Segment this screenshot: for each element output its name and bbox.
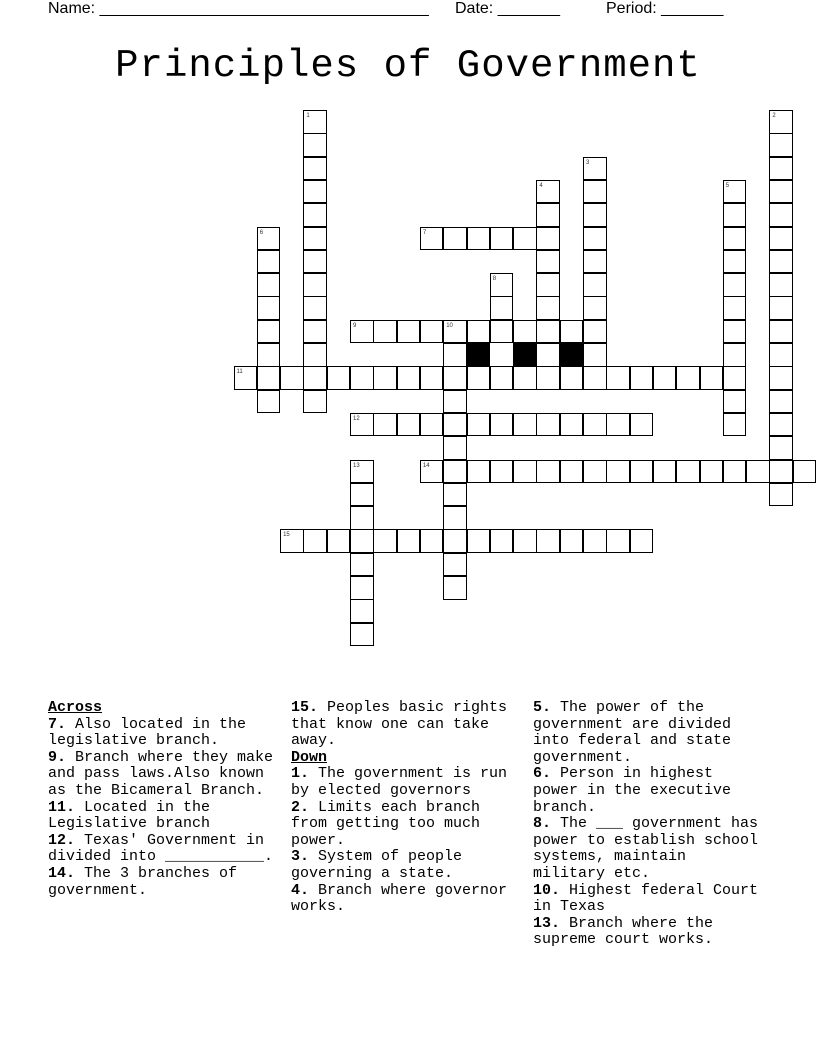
grid-cell[interactable]	[513, 460, 537, 484]
grid-cell[interactable]	[420, 320, 444, 344]
grid-cell[interactable]	[513, 320, 537, 344]
grid-cell[interactable]	[536, 413, 560, 437]
grid-cell[interactable]	[723, 250, 747, 274]
grid-cell[interactable]	[723, 413, 747, 437]
grid-cell[interactable]	[443, 366, 467, 390]
grid-cell[interactable]	[467, 366, 491, 390]
grid-cell[interactable]	[443, 553, 467, 577]
clue-column-3	[533, 700, 765, 955]
clue-number-10: 10	[446, 322, 453, 329]
grid-cell[interactable]	[443, 343, 467, 367]
grid-cell[interactable]	[257, 343, 281, 367]
grid-cell[interactable]	[560, 413, 584, 437]
grid-cell[interactable]	[234, 366, 258, 390]
clue-number-13: 13	[353, 462, 360, 469]
grid-cell[interactable]	[536, 250, 560, 274]
grid-cell[interactable]	[303, 296, 327, 320]
grid-cell[interactable]	[723, 343, 747, 367]
grid-cell[interactable]	[257, 320, 281, 344]
grid-cell[interactable]	[769, 413, 793, 437]
clue-number-14: 14	[422, 462, 430, 469]
grid-cell[interactable]	[769, 110, 793, 134]
grid-cell[interactable]	[746, 460, 770, 484]
grid-cell[interactable]	[560, 529, 584, 553]
clue-down-5: 5. The power of the government are divided into federal and state government.	[533, 700, 732, 766]
grid-cell[interactable]	[443, 413, 467, 437]
grid-cell[interactable]	[583, 296, 607, 320]
grid-cell[interactable]	[490, 227, 514, 251]
grid-cell[interactable]	[350, 366, 374, 390]
grid-cell[interactable]	[560, 366, 584, 390]
clue-number-12: 12	[353, 415, 360, 422]
grid-cell[interactable]	[467, 413, 491, 437]
grid-cell[interactable]	[303, 157, 327, 181]
grid-cell[interactable]	[257, 296, 281, 320]
grid-cell[interactable]	[303, 320, 327, 344]
grid-cell[interactable]	[536, 366, 560, 390]
grid-cell[interactable]	[723, 296, 747, 320]
grid-cell[interactable]	[583, 366, 607, 390]
black-cell	[513, 343, 537, 367]
grid-cell[interactable]	[350, 483, 374, 507]
grid-cell[interactable]	[303, 227, 327, 251]
grid-cell[interactable]	[769, 203, 793, 227]
grid-cell[interactable]	[583, 227, 607, 251]
grid-cell[interactable]	[280, 529, 304, 553]
grid-cell[interactable]	[350, 623, 374, 647]
clue-column-1	[48, 700, 280, 955]
grid-cell[interactable]	[723, 320, 747, 344]
grid-cell[interactable]	[327, 366, 351, 390]
grid-cell[interactable]	[723, 460, 747, 484]
grid-cell[interactable]	[280, 366, 304, 390]
grid-cell[interactable]	[257, 366, 281, 390]
grid-cell[interactable]	[490, 320, 514, 344]
grid-cell[interactable]	[723, 227, 747, 251]
grid-cell[interactable]	[257, 390, 281, 414]
grid-cell[interactable]	[467, 320, 491, 344]
grid-cell[interactable]	[653, 366, 677, 390]
grid-cell[interactable]	[723, 390, 747, 414]
grid-cell[interactable]	[350, 506, 374, 530]
grid-cell[interactable]	[490, 413, 514, 437]
grid-cell[interactable]	[606, 366, 630, 390]
across-heading: Across	[48, 700, 103, 716]
grid-cell[interactable]	[769, 436, 793, 460]
grid-cell[interactable]	[769, 227, 793, 251]
grid-cell[interactable]	[630, 413, 654, 437]
grid-cell[interactable]	[443, 436, 467, 460]
grid-cell[interactable]	[397, 320, 421, 344]
grid-cell[interactable]	[303, 390, 327, 414]
grid-cell[interactable]	[303, 203, 327, 227]
grid-cell[interactable]	[583, 250, 607, 274]
clue-number-11: 11	[236, 369, 243, 376]
grid-cell[interactable]	[606, 460, 630, 484]
grid-cell[interactable]	[350, 460, 374, 484]
grid-cell[interactable]	[420, 227, 444, 251]
clue-down-4: 4. Branch where governor works.	[291, 881, 508, 916]
grid-cell[interactable]	[536, 343, 560, 367]
grid-cell[interactable]	[257, 227, 281, 251]
grid-cell[interactable]	[583, 203, 607, 227]
grid-cell[interactable]	[513, 413, 537, 437]
clue-across-11: 11. Located in the Legislative branch	[48, 798, 211, 833]
grid-cell[interactable]	[536, 296, 560, 320]
grid-cell[interactable]	[490, 529, 514, 553]
grid-cell[interactable]	[420, 366, 444, 390]
grid-cell[interactable]	[769, 296, 793, 320]
grid-cell[interactable]	[769, 180, 793, 204]
grid-cell[interactable]	[769, 157, 793, 181]
grid-cell[interactable]	[443, 576, 467, 600]
clue-number-15: 15	[283, 532, 290, 539]
clue-down-13: 13. Branch where the supreme court works.	[533, 914, 714, 949]
clue-down-1: 1. The government is run by elected governors	[291, 765, 508, 799]
grid-cell[interactable]	[443, 460, 467, 484]
grid-cell[interactable]	[350, 576, 374, 600]
grid-cell[interactable]	[630, 460, 654, 484]
grid-cell[interactable]	[327, 529, 351, 553]
grid-cell[interactable]	[397, 413, 421, 437]
grid-cell[interactable]	[653, 460, 677, 484]
clue-across-12: 12. Texas' Government in divided into ___________.	[48, 831, 274, 866]
grid-cell[interactable]	[583, 320, 607, 344]
grid-cell[interactable]	[513, 366, 537, 390]
clue-across-7: 7. Also located in the legislative branch.	[48, 715, 247, 750]
name-field[interactable]: Name: _____________________________________	[48, 0, 429, 17]
grid-cell[interactable]	[676, 366, 700, 390]
grid-cell[interactable]	[350, 553, 374, 577]
clue-number-1: 1	[306, 113, 310, 119]
grid-cell[interactable]	[420, 413, 444, 437]
grid-cell[interactable]	[303, 273, 327, 297]
page-title: Principles of Government	[115, 44, 701, 88]
grid-cell[interactable]	[443, 227, 467, 251]
grid-cell[interactable]	[536, 273, 560, 297]
clue-number-7: 7	[422, 229, 427, 236]
grid-cell[interactable]	[536, 227, 560, 251]
grid-cell[interactable]	[536, 529, 560, 553]
grid-cell[interactable]	[583, 157, 607, 181]
grid-cell[interactable]	[769, 250, 793, 274]
grid-cell[interactable]	[443, 483, 467, 507]
grid-cell[interactable]	[443, 390, 467, 414]
grid-cell[interactable]	[350, 320, 374, 344]
grid-cell[interactable]	[373, 529, 397, 553]
clue-number-5: 5	[725, 182, 730, 189]
grid-cell[interactable]	[769, 133, 793, 157]
grid-cell[interactable]	[536, 320, 560, 344]
grid-cell[interactable]	[536, 180, 560, 204]
clue-down-2: 2. Limits each branch from getting too much power.	[291, 798, 481, 849]
clue-down-10: 10. Highest federal Court in Texas	[533, 881, 759, 916]
grid-cell[interactable]	[583, 180, 607, 204]
clue-down-6: 6. Person in highest power in the executive branch.	[533, 765, 732, 816]
grid-cell[interactable]	[490, 460, 514, 484]
grid-cell[interactable]	[490, 296, 514, 320]
clue-column-2	[291, 700, 523, 955]
grid-cell[interactable]	[769, 483, 793, 507]
grid-cell[interactable]	[303, 110, 327, 134]
grid-cell[interactable]	[397, 366, 421, 390]
grid-cell[interactable]	[467, 227, 491, 251]
grid-cell[interactable]	[303, 529, 327, 553]
grid-cell[interactable]	[420, 529, 444, 553]
grid-cell[interactable]	[583, 413, 607, 437]
grid-cell[interactable]	[676, 460, 700, 484]
grid-cell[interactable]	[769, 343, 793, 367]
grid-cell[interactable]	[700, 460, 724, 484]
grid-cell[interactable]	[350, 413, 374, 437]
grid-cell[interactable]	[303, 180, 327, 204]
grid-cell[interactable]	[257, 250, 281, 274]
grid-cell[interactable]	[769, 460, 793, 484]
grid-cell[interactable]	[583, 273, 607, 297]
grid-cell[interactable]	[723, 366, 747, 390]
grid-cell[interactable]	[373, 366, 397, 390]
grid-cell[interactable]	[373, 413, 397, 437]
grid-cell[interactable]	[560, 320, 584, 344]
grid-cell[interactable]	[769, 366, 793, 390]
grid-cell[interactable]	[769, 273, 793, 297]
grid-cell[interactable]	[769, 390, 793, 414]
grid-cell[interactable]	[536, 460, 560, 484]
clue-across-15: 15. Peoples basic rights that know one can take away.	[291, 700, 508, 750]
grid-cell[interactable]	[443, 506, 467, 530]
grid-cell[interactable]	[723, 203, 747, 227]
grid-cell[interactable]	[350, 599, 374, 623]
grid-cell[interactable]	[443, 529, 467, 553]
grid-cell[interactable]	[303, 250, 327, 274]
clue-number-2: 2	[772, 113, 776, 119]
grid-cell[interactable]	[513, 529, 537, 553]
grid-cell[interactable]	[350, 529, 374, 553]
period-field[interactable]: Period: _______	[606, 0, 724, 17]
grid-cell[interactable]	[303, 133, 327, 157]
grid-cell[interactable]	[583, 343, 607, 367]
grid-cell[interactable]	[467, 460, 491, 484]
clue-number-3: 3	[586, 159, 590, 166]
clue-number-8: 8	[492, 276, 497, 283]
clue-list	[0, 700, 816, 960]
grid-cell[interactable]	[723, 180, 747, 204]
grid-cell[interactable]	[536, 203, 560, 227]
grid-cell[interactable]	[467, 529, 491, 553]
grid-cell[interactable]	[630, 529, 654, 553]
grid-cell[interactable]	[513, 227, 537, 251]
clue-number-9: 9	[353, 322, 357, 329]
grid-cell[interactable]	[723, 273, 747, 297]
clue-across-9: 9. Branch where they make and pass laws.Also known as the Bicameral Branch.	[48, 748, 274, 799]
down-heading: Down	[291, 748, 328, 766]
grid-cell[interactable]	[490, 366, 514, 390]
clue-number-6: 6	[259, 229, 264, 236]
grid-cell[interactable]	[560, 460, 584, 484]
grid-cell[interactable]	[420, 460, 444, 484]
date-field[interactable]: Date: _______	[455, 0, 560, 17]
grid-cell[interactable]	[397, 529, 421, 553]
grid-cell[interactable]	[700, 366, 724, 390]
grid-cell[interactable]	[583, 529, 607, 553]
black-cell	[467, 343, 491, 367]
grid-cell[interactable]	[630, 366, 654, 390]
grid-cell[interactable]	[606, 413, 630, 437]
grid-cell[interactable]	[303, 343, 327, 367]
grid-cell[interactable]	[769, 320, 793, 344]
black-cell	[560, 343, 584, 367]
clue-across-14: 14. The 3 branches of government.	[48, 864, 238, 899]
grid-cell[interactable]	[303, 366, 327, 390]
clue-number-4: 4	[539, 182, 543, 189]
clue-down-8: 8. The ___ government has power to establish school systems, maintain military etc.	[533, 815, 759, 882]
grid-cell[interactable]	[373, 320, 397, 344]
grid-cell[interactable]	[490, 273, 514, 297]
grid-cell[interactable]	[443, 320, 467, 344]
grid-cell[interactable]	[257, 273, 281, 297]
grid-cell[interactable]	[606, 529, 630, 553]
grid-cell[interactable]	[583, 460, 607, 484]
grid-cell[interactable]	[793, 460, 816, 484]
clue-down-3: 3. System of people governing a state.	[291, 848, 463, 882]
